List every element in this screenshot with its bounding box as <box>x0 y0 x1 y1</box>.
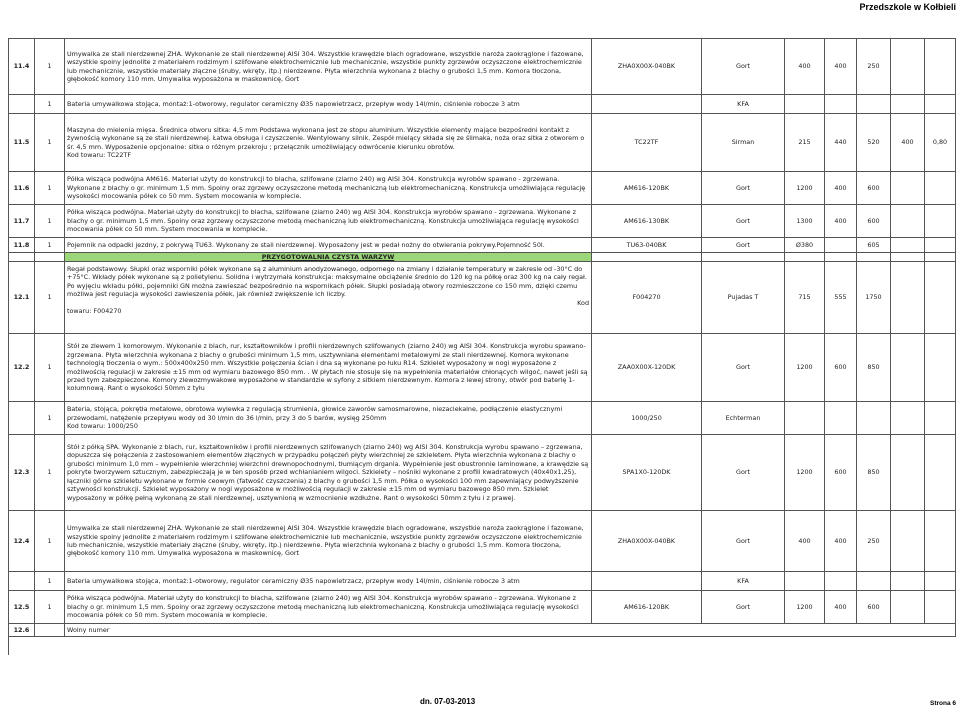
width-value: 715 <box>785 262 825 334</box>
manufacturer: Gort <box>702 39 785 95</box>
width-value: 215 <box>785 114 825 172</box>
quantity: 1 <box>35 334 65 402</box>
height-value: 1750 <box>857 262 891 334</box>
power-value <box>891 95 925 114</box>
item-number: 12.5 <box>9 591 35 624</box>
item-description: Stół ze zlewem 1 komorowym. Wykonanie z blach, rur, kształtowników i profili nierdzewnych szlifowanych (ziarno 240) wg AISI 304. Konstrukcja wyrobu spawano-zgrzewana. Płyta wierzchnia wykonana z blachy o grubości minimum 1,5 mm, usztywniana elementami metalowymi ze stali nierdzewnej. Komora wykonane technologią tłoczenia o wym.: 500x400x250 mm. Wszystkie połączenia ścian i dna są wykonane po łuku R14. Szkielet wyposażony w nogi wyposażone z możliwością regulacji w zakresie ±15 mm od wymiaru bazowego 850 mm. . W płytach nie stosuje się na wypełnienia materiałów chłonących wilgoć, nawet jeśli są przed tym zabezpieczone. Komory zlewozmywakowe wyposażone w standardzie w syfony z sitkiem nierdzewnym. Komora z lewej strony, otwór pod baterię 1-kolumnową. Rant o wysokości 50mm z tyłu <box>65 334 592 402</box>
manufacturer: Gort <box>702 238 785 253</box>
model-code <box>592 95 702 114</box>
depth-value: 400 <box>825 205 857 238</box>
section-heading: PRZYGOTOWALNIA CZYSTA WARZYW <box>65 253 592 262</box>
item-description: Umywalka ze stali nierdzewnej ZHA. Wykonanie ze stali nierdzewnej AISI 304. Wszystkie krawędzie blach ogradowane, wszystkie naroża zaokrąglone i fazowane, wszystkie spoiny jednolite z materiałem rodzimym i szlifowane elektrochemicznie lub mechanicznie, wszystkie punkty zgrzewów oczyszczone elektrochemicznie lub mechanicznie, wszystkie materiały złączne (śruby, wkręty, itp.) nierdzewne. Płyta wierzchnia wykonana z blachy o grubości 1,5 mm. Komora tłoczona, głębokość komory 110 mm. Umywalka wyposażona w maskownicę, Gort <box>65 511 592 572</box>
manufacturer: Pujadas T <box>702 262 785 334</box>
width-value: 1300 <box>785 205 825 238</box>
item-number: 11.8 <box>9 238 35 253</box>
depth-value <box>825 238 857 253</box>
item-number: 11.7 <box>9 205 35 238</box>
model-code: AM616-120BK <box>592 172 702 205</box>
quantity: 1 <box>35 114 65 172</box>
height-value <box>857 402 891 435</box>
quantity: 1 <box>35 95 65 114</box>
quantity: 1 <box>35 172 65 205</box>
code-label: Kod <box>577 298 589 307</box>
section-spacer <box>825 253 857 262</box>
model-code: ZHA0X00X-040BK <box>592 39 702 95</box>
item-number: 11.4 <box>9 39 35 95</box>
manufacturer: Gort <box>702 172 785 205</box>
section-spacer <box>925 253 956 262</box>
section-spacer <box>35 253 65 262</box>
energy-value <box>925 172 956 205</box>
item-number <box>9 95 35 114</box>
depth-value: 440 <box>825 114 857 172</box>
power-value <box>891 511 925 572</box>
height-value: 250 <box>857 39 891 95</box>
height-value: 850 <box>857 334 891 402</box>
item-description: Bateria umywalkowa stojąca, montaż:1-otworowy, regulator ceramiczny Ø35 napowietrzacz, przepływ wody 14l/min, ciśnienie robocze 3 atm <box>65 95 592 114</box>
section-spacer <box>592 253 702 262</box>
item-description: Umywalka ze stali nierdzewnej ZHA. Wykonanie ze stali nierdzewnej AISI 304. Wszystkie krawędzie blach ogradowane, wszystkie naroża zaokrąglone i fazowane, wszystkie spoiny jednolite z materiałem rodzimym i szlifowane elektrochemicznie lub mechanicznie, wszystkie punkty zgrzewów oczyszczone elektrochemicznie lub mechanicznie, wszystkie materiały złączne (śruby, wkręty, itp.) nierdzewne. Płyta wierzchnia wykonana z blachy o grubości 1,5 mm. Komora tłoczona, głębokość komory 110 mm. Umywalka wyposażona w maskownicę, Gort <box>65 39 592 95</box>
manufacturer: KFA <box>702 572 785 591</box>
item-number: 12.6 <box>9 624 35 637</box>
item-description: Półka wisząca podwójna. Materiał użyty do konstrukcji to blacha, szlifowane (ziarno 240) wg AISI 304. Konstrukcja wyrobów spawano - zgrzewana. Wykonane z blachy o gr. minimum 1,5 mm. Spoiny oraz zgrzewy oczyszczone metodą mechaniczną lub elektromechaniczną. Konstrukcja umożliwiająca regulację wysokości mocowania półek co 50 mm. System mocowania w komplecie. <box>65 591 592 624</box>
height-value: 600 <box>857 172 891 205</box>
power-value <box>891 238 925 253</box>
width-value: 1200 <box>785 591 825 624</box>
height-value: 520 <box>857 114 891 172</box>
depth-value <box>825 402 857 435</box>
energy-value <box>925 262 956 334</box>
width-value: 400 <box>785 511 825 572</box>
power-value <box>891 572 925 591</box>
energy-value <box>925 95 956 114</box>
quantity: 1 <box>35 39 65 95</box>
item-number: 11.5 <box>9 114 35 172</box>
depth-value: 400 <box>825 591 857 624</box>
document-date: dn. 07-03-2013 <box>420 697 476 706</box>
page-number: Strona 6 <box>929 700 956 707</box>
model-code: ZHA0X00X-040BK <box>592 511 702 572</box>
item-description: Pojemnik na odpadki jezdny, z pokrywą TU63. Wykonany ze stali nierdzewnej. Wyposażony jest w pedał nożny do otwierania pokrywy.Pojemność 50l. <box>65 238 592 253</box>
item-number: 12.3 <box>9 435 35 511</box>
height-value: 250 <box>857 511 891 572</box>
model-code: TU63-040BK <box>592 238 702 253</box>
item-description: Stół z półką SPA. Wykonanie z blach, rur, kształtowników i profili nierdzewnych szlifowanych (ziarno 240) wg AISI 304. Konstrukcja wyrobu spawano – zgrzewana, dopuszcza się połączenia z zastosowaniem elementów złącznych w przypadku połączeń płyty wierzchniej ze szkieletem. Płyta wierzchnia wykonana z blachy o grubości minimum 1,0 mm – wypełnienie wierzchniej wierzchni drewnopochodnymi, tłumiącym drgania. Wypełnienie jest obustronnie laminowane, a krawędzie są pokryte tworzywem sztucznym, zabezpieczają je w ten sposób przed wchłanianiem wilgoci. Szkielety – nośniki wykonane z profili kwadratowych (40x40x1,25), łączniki górne szkieletu wykonane w formie ceowym (fatwość czyszczenia) z blachy o grubości 1,5 mm. Półka o wysokości 100 mm zapewniający podwyższenie sztywności konstrukcji. Szkielet wyposażony w nogi wyposażone w możliwością regulacji w zakresie ±15 mm od wymiaru bazowego 850 mm. Szkielet wyposażony w półkę pełną wykonaną ze stali nierdzewnej, usztywnioną w wzmocnienie wzdłużne. Rant o wysokości 50mm z tyłu i z prawej. <box>65 435 592 511</box>
model-code: SPA1X0-120DK <box>592 435 702 511</box>
width-value: 1200 <box>785 172 825 205</box>
item-description: Maszyna do mielenia mięsa. Średnica otworu sitka: 4,5 mm Podstawa wykonana jest ze stopu aluminium. Wszystkie elementy mające bezpośredni kontakt z żywnością wykonane są ze stali nierdzewnej. Łatwa obsługa i czyszczenie. Wentylowany silnik. Zespół mielący składa się ze ślimaka, noża oraz sitka z otworem o śr. 4,5 mm. Wyposażenie opcjonalne: sitka o różnym przekroju ; przełącznik umożliwiający odwrócenie kierunku obrotów. Kod towaru: TC22TF <box>65 114 592 172</box>
energy-value <box>925 402 956 435</box>
power-value: 400 <box>891 114 925 172</box>
power-value <box>891 334 925 402</box>
energy-value <box>925 334 956 402</box>
height-value <box>857 572 891 591</box>
energy-value <box>925 591 956 624</box>
width-value <box>785 402 825 435</box>
power-value <box>891 591 925 624</box>
manufacturer: Gort <box>702 334 785 402</box>
manufacturer: Echterman <box>702 402 785 435</box>
section-spacer <box>702 253 785 262</box>
model-code <box>592 572 702 591</box>
power-value <box>891 435 925 511</box>
manufacturer: Gort <box>702 591 785 624</box>
model-code: AM616-120BK <box>592 591 702 624</box>
energy-value <box>925 511 956 572</box>
equipment-table <box>8 38 956 655</box>
quantity: 1 <box>35 591 65 624</box>
organization-name: Przedszkole w Kołbieli <box>859 2 956 12</box>
manufacturer: Gort <box>702 205 785 238</box>
depth-value: 600 <box>825 435 857 511</box>
energy-value <box>925 205 956 238</box>
manufacturer: KFA <box>702 95 785 114</box>
depth-value <box>825 572 857 591</box>
width-value: Ø380 <box>785 238 825 253</box>
manufacturer: Gort <box>702 511 785 572</box>
manufacturer: Sirman <box>702 114 785 172</box>
quantity <box>35 624 65 637</box>
quantity: 1 <box>35 511 65 572</box>
width-value: 1200 <box>785 435 825 511</box>
description-text: Regał podstawowy. Słupki oraz wsporniki półek wykonane są z aluminium anodyzowanego, odpornego na zmiany i działanie temperatury w zakresie od -30°C do +75°C. Wkłady półek wykonane są z polietylenu. Solidna i wytrzymała konstrukcja: maksymalne obciążenie średnio do 120 kg na półkę oraz 300 kg na cały regał. Po wyjęciu wkładu półki, pojemniki GN można zawieszać bezpośrednio na wspornikach półek. Słupki posiadają otwory rozmieszczone co 150 mm, dzięki czemu możliwa jest regulacja wysokości zawieszenia półek, jak również zwiększenie ich liczby. <box>67 265 587 299</box>
quantity: 1 <box>35 238 65 253</box>
depth-value: 555 <box>825 262 857 334</box>
power-value <box>891 172 925 205</box>
height-value: 600 <box>857 591 891 624</box>
height-value: 605 <box>857 238 891 253</box>
height-value <box>857 95 891 114</box>
energy-value <box>925 238 956 253</box>
power-value <box>891 402 925 435</box>
power-value <box>891 205 925 238</box>
model-code: AM616-130BK <box>592 205 702 238</box>
energy-value <box>925 435 956 511</box>
energy-value <box>925 39 956 95</box>
item-number: 12.1 <box>9 262 35 334</box>
section-spacer <box>9 253 35 262</box>
quantity: 1 <box>35 572 65 591</box>
width-value <box>785 572 825 591</box>
width-value: 400 <box>785 39 825 95</box>
quantity: 1 <box>35 402 65 435</box>
energy-value: 0,80 <box>925 114 956 172</box>
item-description: Półka wisząca podwójna AM616. Materiał użyty do konstrukcji to blacha, szlifowane (ziarno 240) wg AISI 304. Konstrukcja wyrobów spawano - zgrzewana. Wykonane z blachy o gr. minimum 1,5 mm. Spoiny oraz zgrzewy oczyszczone metodą mechaniczną lub elektromechaniczną. Konstrukcja umożliwiająca regulację wysokości mocowania półek co 50 mm. System mocowania w komplecie. <box>65 172 592 205</box>
section-spacer <box>857 253 891 262</box>
manufacturer: Gort <box>702 435 785 511</box>
width-value <box>785 95 825 114</box>
model-code: TC22TF <box>592 114 702 172</box>
item-description: Bateria umywalkowa stojąca, montaż:1-otworowy, regulator ceramiczny Ø35 napowietrzacz, przepływ wody 14l/min, ciśnienie robocze 3 atm <box>65 572 592 591</box>
quantity: 1 <box>35 262 65 334</box>
model-code: 1000/250 <box>592 402 702 435</box>
height-value: 600 <box>857 205 891 238</box>
model-code: F004270 <box>592 262 702 334</box>
item-description: Półka wisząca podwójna. Materiał użyty do konstrukcji to blacha, szlifowane (ziarno 240) wg AISI 304. Konstrukcja wyrobów spawano - zgrzewana. Wykonane z blachy o gr. minimum 1,5 mm. Spoiny oraz zgrzewy oczyszczone metodą mechaniczną lub elektromechaniczną. Konstrukcja umożliwiająca regulację wysokości mocowania półek co 50 mm. System mocowania w komplecie. <box>65 205 592 238</box>
width-value: 1200 <box>785 334 825 402</box>
depth-value: 600 <box>825 334 857 402</box>
free-number-note: Wolny numer <box>65 624 956 637</box>
depth-value: 400 <box>825 172 857 205</box>
item-number: 12.2 <box>9 334 35 402</box>
item-number: 11.6 <box>9 172 35 205</box>
quantity: 1 <box>35 435 65 511</box>
depth-value <box>825 95 857 114</box>
item-number <box>9 402 35 435</box>
power-value <box>891 262 925 334</box>
energy-value <box>925 572 956 591</box>
depth-value: 400 <box>825 511 857 572</box>
height-value: 850 <box>857 435 891 511</box>
quantity: 1 <box>35 205 65 238</box>
section-spacer <box>785 253 825 262</box>
model-code: ZAA0X00X-120DK <box>592 334 702 402</box>
code-value: towaru: F004270 <box>67 307 122 316</box>
power-value <box>891 39 925 95</box>
section-spacer <box>891 253 925 262</box>
depth-value: 400 <box>825 39 857 95</box>
item-number <box>9 572 35 591</box>
item-description <box>65 262 592 334</box>
item-number: 12.4 <box>9 511 35 572</box>
item-description: Bateria, stojąca, pokrętła metalowe, obrotowa wylewka z regulacją strumienia, głowice zaworów samosmarowne, niezaciekalne, podłączenie elastycznymi przewodami, natężenie przepływu wody od 30 l/min do 36 l/min, przy 3 do 5 barów, wysięg 250mm Kod towaru: 1000/250 <box>65 402 592 435</box>
